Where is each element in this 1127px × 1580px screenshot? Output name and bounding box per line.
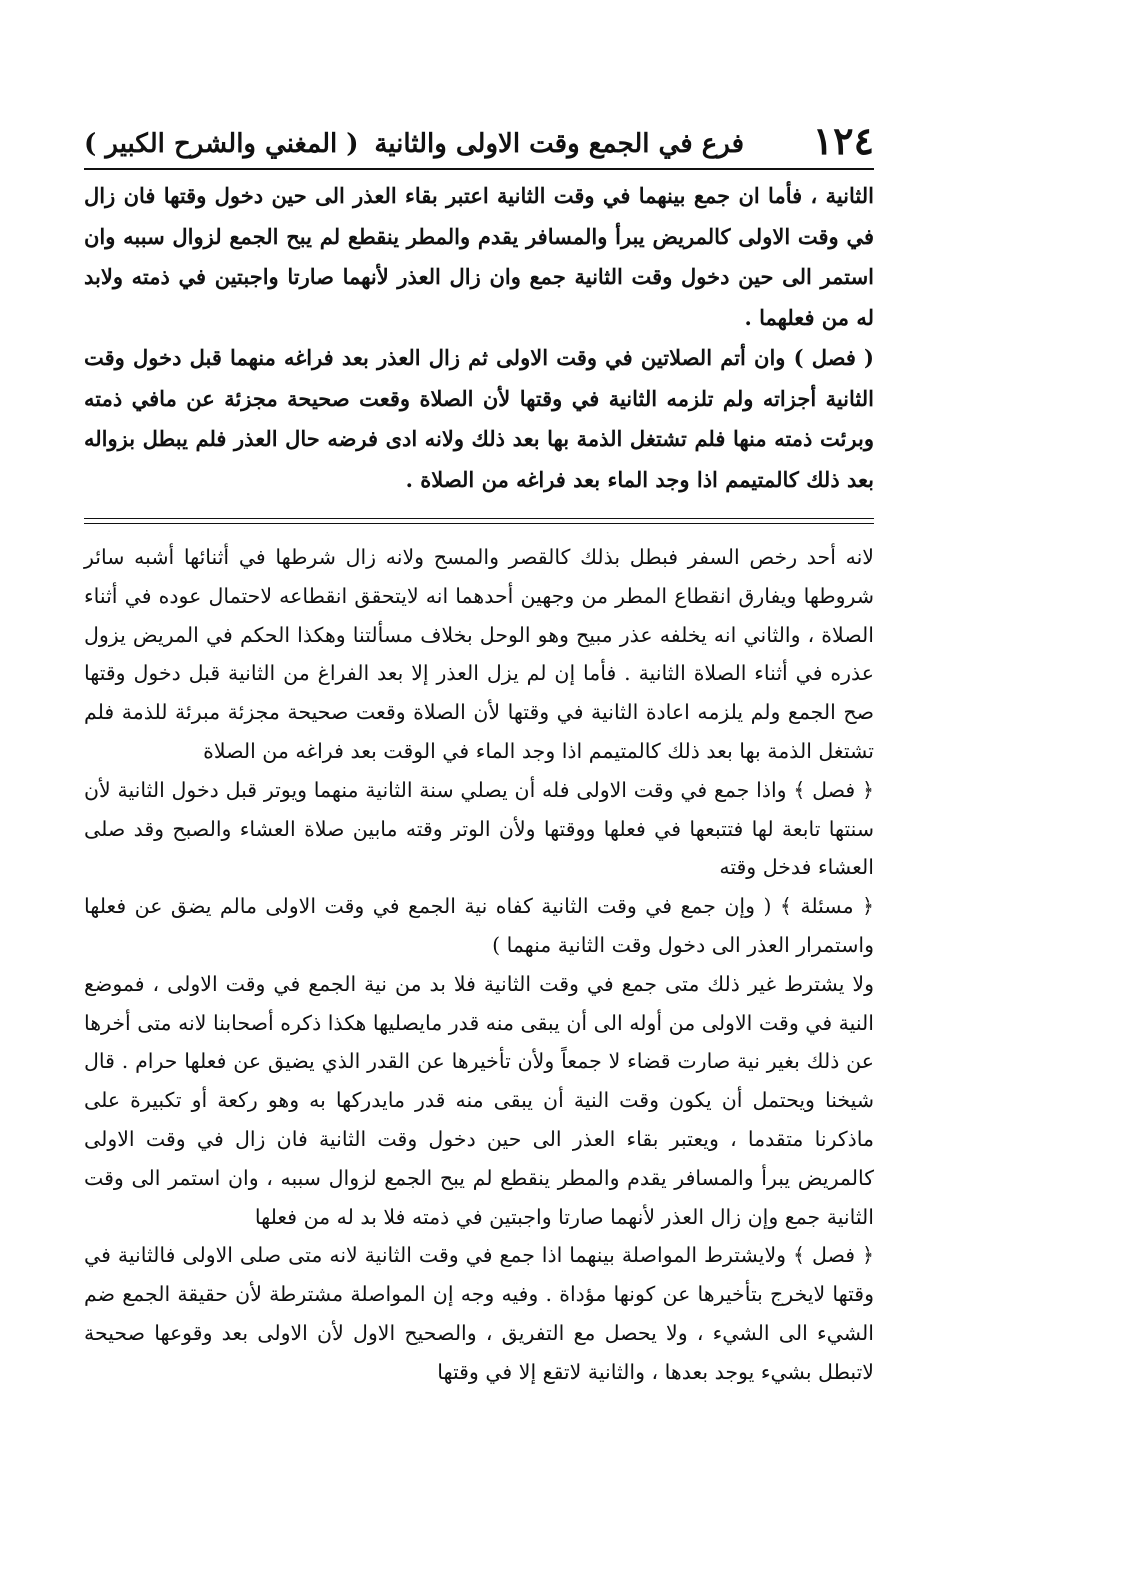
commentary-text [84,538,874,1392]
running-title: فرع في الجمع وقت الاولى والثانية [374,129,744,159]
header-rule [84,168,874,170]
commentary-paragraph: ﴿ فصل ﴾ ولايشترط المواصلة بينهما اذا جمع في وقت الثانية لانه متى صلى الاولى فالثانية في وقتها لايخرج بتأخيرها عن كونها مؤداة . وفيه وجه إن المواصلة مشترطة لأن حقيقة الجمع ضم الشيء الى الشيء ، ولا يحصل مع التفريق ، والصحيح الاول لأن الاولى بعد وقوعها صحيحة لاتبطل بشيء يوجد بعدها ، والثانية لاتقع إلا في وقتها [84,1243,874,1384]
book-title: ( المغني والشرح الكبير ) [84,129,359,159]
main-paragraph: الثانية ، فأما ان جمع بينهما في وقت الثانية اعتبر بقاء العذر الى حين دخول وقتها فان زال في وقت الاولى كالمريض يبرأ والمسافر يقدم والمطر ينقطع لم يبح الجمع لزوال سببه وان استمر الى حين دخول وقت الثانية جمع وان زال العذر لأنهما صارتا واجبتين في ذمته ولابد له من فعلهما . [84,183,874,330]
commentary-paragraph: ﴿ فصل ﴾ واذا جمع في وقت الاولى فله أن يصلي سنة الثانية منهما ويوتر قبل دخول الثانية لأن سنتها تابعة لها فتتبعها في فعلها ووقتها ولأن الوتر وقته مابين صلاة العشاء والصبح وقد صلى العشاء فدخل وقته [84,777,874,880]
page-number: ١٢٤ [812,118,874,163]
page [84,118,874,1392]
section-divider [84,518,874,524]
commentary-paragraph: ولا يشترط غير ذلك متى جمع في وقت الثانية فلا بد من نية الجمع في وقت الاولى ، فموضع النية في وقت الاولى من أوله الى أن يبقى منه قدر مايصليها هكذا ذكره أصحابنا لانه متى أخرها عن ذلك بغير نية صارت قضاء لا جمعاً ولأن تأخيرها عن القدر الذي يضيق عن فعلها حرام . قال شيخنا ويحتمل أن يكون وقت النية أن يبقى منه قدر مايدركها به وهو ركعة أو تكبيرة على ماذكرنا متقدما ، ويعتبر بقاء العذر الى حين دخول وقت الثانية فان زال في وقت الاولى كالمريض يبرأ والمسافر يقدم والمطر ينقطع لم يبح الجمع لزوال سببه ، وان استمر الى وقت الثانية جمع وإن زال العذر لأنهما صارتا واجبتين في ذمته فلا بد له من فعلها [84,971,874,1229]
commentary-paragraph: لانه أحد رخص السفر فبطل بذلك كالقصر والمسح ولانه زال شرطها في أثنائها أشبه سائر شروطها ويفارق انقطاع المطر من وجهين أحدهما انه لايتحقق انقطاعه لاحتمال عوده في أثناء الصلاة ، والثاني انه يخلفه عذر مبيح وهو الوحل بخلاف مسألتنا وهكذا الحكم في المريض يزول عذره في أثناء الصلاة الثانية . فأما إن لم يزل العذر إلا بعد الفراغ من الثانية قبل دخول وقتها صح الجمع ولم يلزمه اعادة الثانية في وقتها لأن الصلاة وقعت صحيحة مجزئة مبرئة للذمة فلم تشتغل الذمة بها بعد ذلك كالمتيمم اذا وجد الماء في الوقت بعد فراغه من الصلاة [84,545,874,763]
main-text [84,176,874,500]
commentary-paragraph: ﴿ مسئلة ﴾ ( وإن جمع في وقت الثانية كفاه نية الجمع في وقت الاولى مالم يضق عن فعلها واستمرار العذر الى دخول وقت الثانية منهما ) [84,894,874,957]
page-header [84,118,874,166]
main-paragraph: ( فصل ) وان أتم الصلاتين في وقت الاولى ثم زال العذر بعد فراغه منهما قبل دخول وقت الثانية أجزاته ولم تلزمه الثانية في وقتها لأن الصلاة وقعت صحيحة مجزئة عن مافي ذمته وبرئت ذمته منها فلم تشتغل الذمة بها بعد ذلك ولانه ادى فرضه حال العذر فلم يبطل بزواله بعد ذلك كالمتيمم اذا وجد الماء بعد فراغه من الصلاة . [84,345,874,492]
